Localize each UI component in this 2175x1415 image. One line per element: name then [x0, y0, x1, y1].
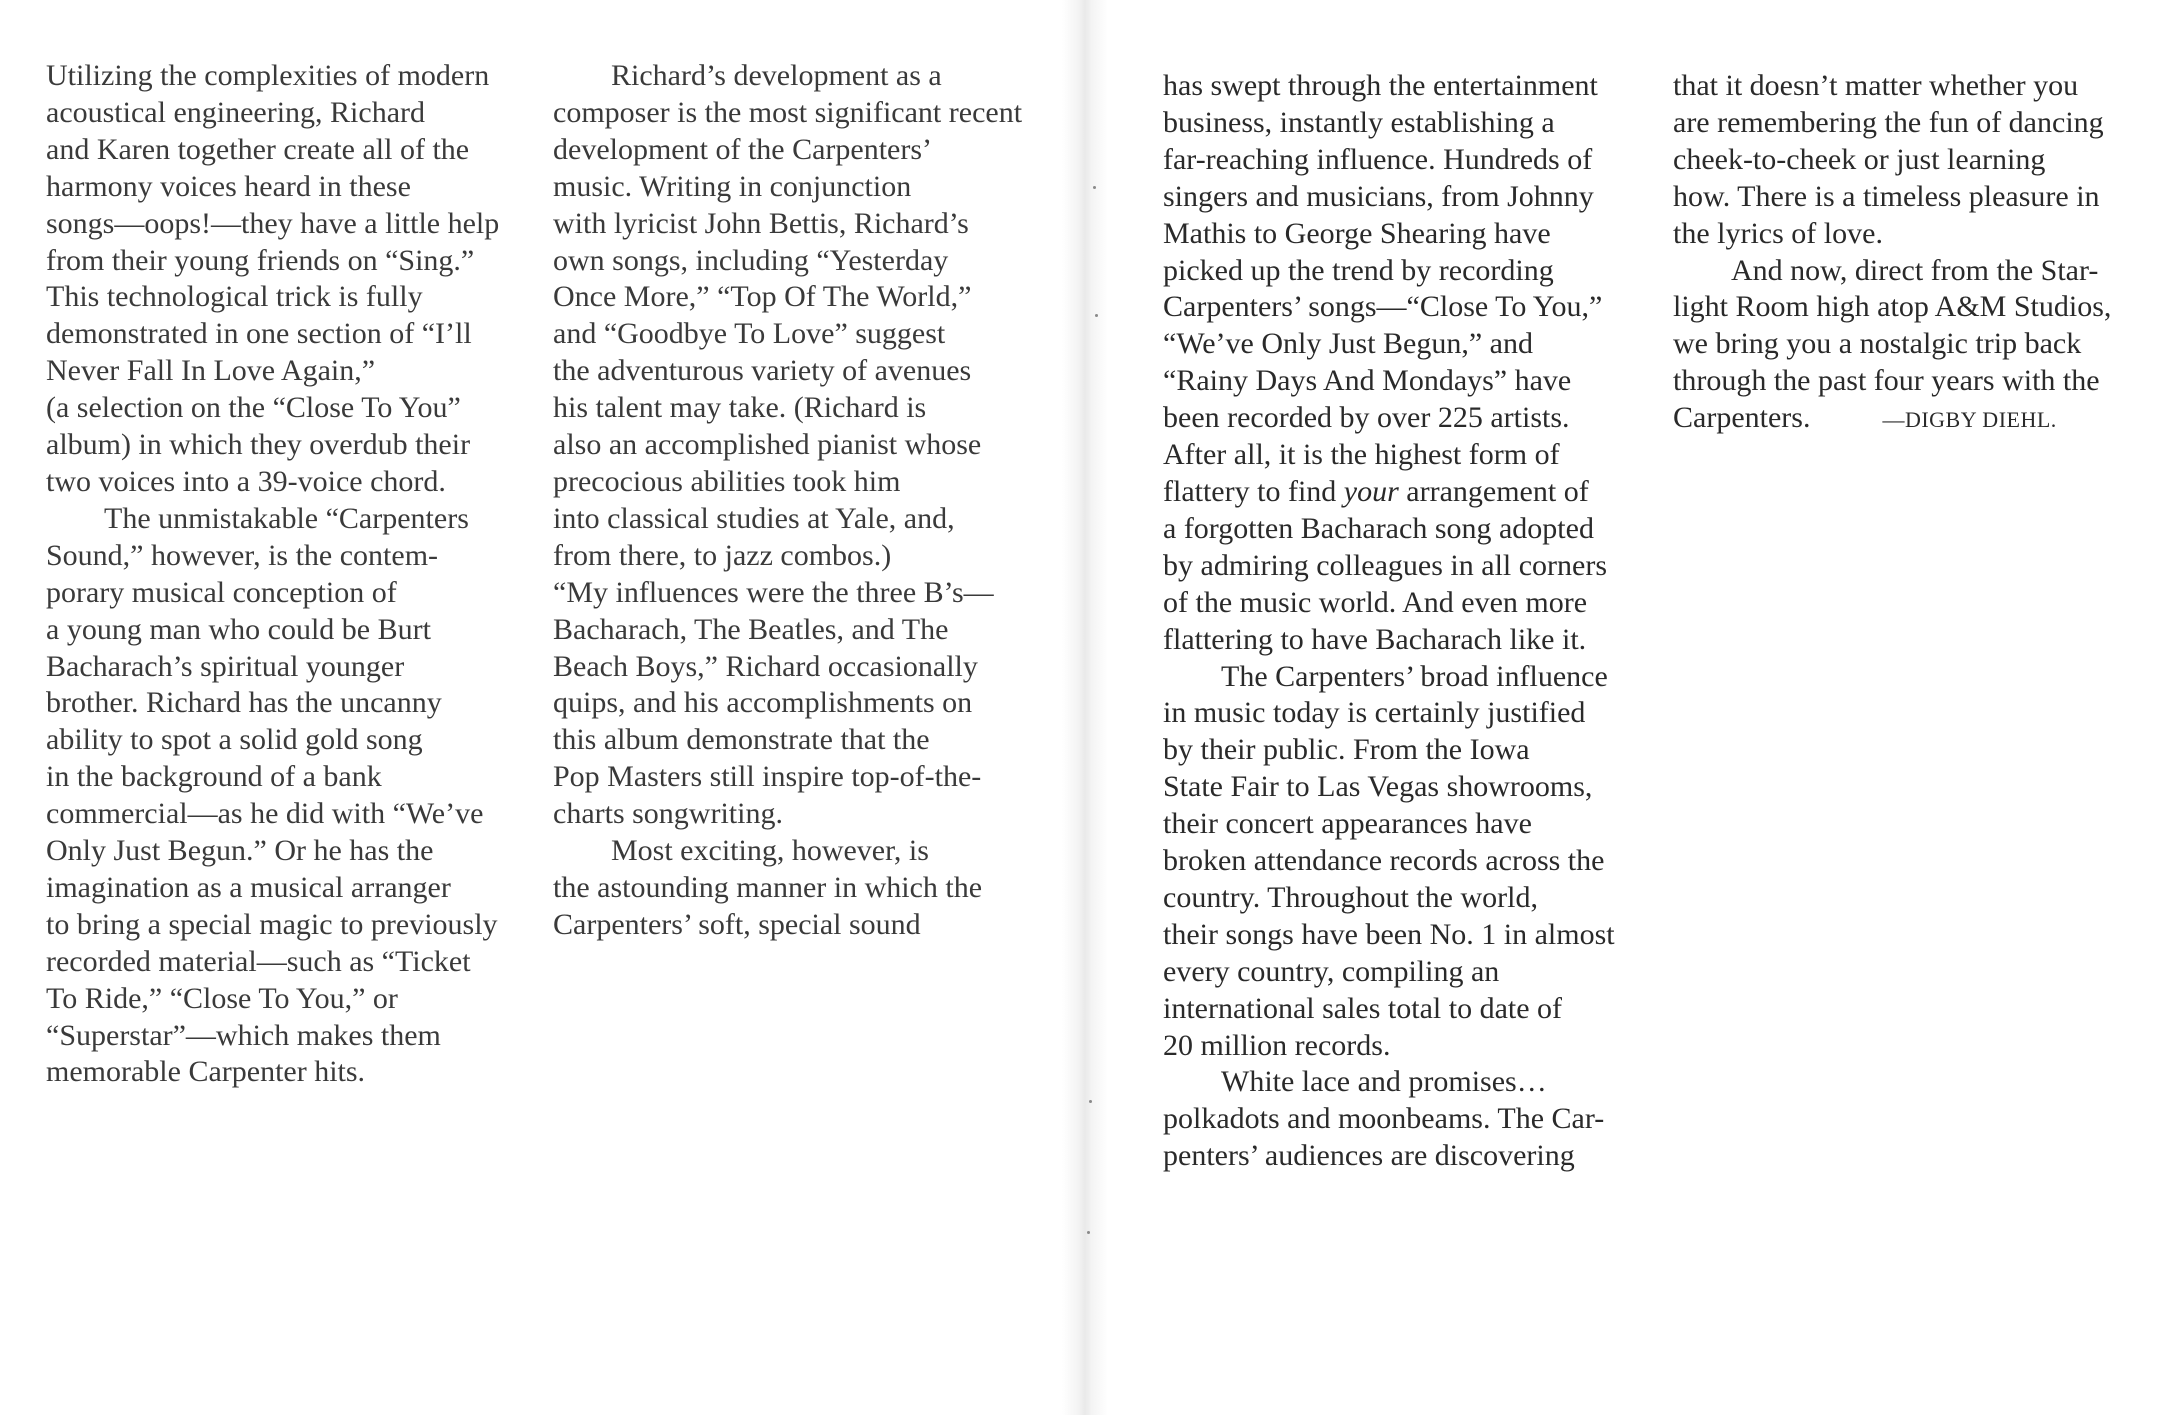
text-line-part: flattery to find	[1163, 474, 1344, 508]
text-line: The Carpenters’ broad influence	[1221, 659, 1608, 693]
text-line: from there, to jazz combos.)	[553, 538, 892, 572]
text-line: composer is the most significant recent	[553, 95, 1023, 129]
text-line: in the background of a bank	[46, 760, 382, 794]
text-line: polkadots and moonbeams. The Car-	[1163, 1102, 1605, 1136]
text-line: Beach Boys,” Richard occasionally	[553, 649, 978, 683]
text-line: This technological trick is fully	[46, 280, 423, 314]
text-line: also an accomplished pianist whose	[553, 428, 982, 462]
text-line: singers and musicians, from Johnny	[1163, 179, 1594, 213]
text-line: memorable Carpenter hits.	[46, 1055, 366, 1089]
text-line-part: arrangement of	[1398, 474, 1589, 508]
text-line: (a selection on the “Close To You”	[46, 391, 461, 425]
text-line: “Rainy Days And Mondays” have	[1163, 364, 1572, 398]
text-line: Most exciting, however, is	[611, 834, 929, 868]
text-line: imagination as a musical arranger	[46, 870, 451, 904]
text-line: every country, compiling an	[1163, 954, 1500, 988]
text-line: their songs have been No. 1 in almost	[1163, 917, 1615, 951]
text-line: the adventurous variety of avenues	[553, 354, 972, 388]
text-line: broken attendance records across the	[1163, 844, 1605, 878]
text-line: Bacharach’s spiritual younger	[46, 649, 405, 683]
text-line: porary musical conception of	[46, 575, 397, 609]
text-line: we bring you a nostalgic trip back	[1673, 327, 2082, 361]
text-line: in music today is certainly justified	[1163, 696, 1586, 730]
text-line: the astounding manner in which the	[553, 870, 983, 904]
left-page-column-1	[46, 58, 536, 1091]
text-line: The unmistakable “Carpenters	[104, 501, 469, 535]
text-line: 20 million records.	[1163, 1028, 1391, 1062]
text-line: a young man who could be Burt	[46, 612, 431, 646]
author-byline: —DIGBY DIEHL.	[1882, 407, 2057, 432]
text-line: State Fair to Las Vegas showrooms,	[1163, 770, 1593, 804]
text-line: far-reaching influence. Hundreds of	[1163, 142, 1593, 176]
text-line: that it doesn’t matter whether you	[1673, 69, 2079, 102]
paper-speck	[1095, 314, 1098, 317]
text-line: picked up the trend by recording	[1163, 253, 1554, 287]
text-line: And now, direct from the Star-	[1731, 253, 2099, 287]
text-line: are remembering the fun of dancing	[1673, 105, 2104, 139]
text-line: own songs, including “Yesterday	[553, 243, 949, 277]
text-line: quips, and his accomplishments on	[553, 686, 973, 720]
text-line: After all, it is the highest form of	[1163, 438, 1560, 472]
text-line: by their public. From the Iowa	[1163, 733, 1530, 767]
text-line: Sound,” however, is the contem-	[46, 538, 439, 572]
text-line: Only Just Begun.” Or he has the	[46, 834, 434, 868]
text-line: flattering to have Bacharach like it.	[1163, 622, 1587, 656]
text-line: the lyrics of love.	[1673, 216, 1883, 250]
text-line: To Ride,” “Close To You,” or	[46, 981, 398, 1015]
paper-speck	[1087, 1231, 1090, 1234]
text-line: and “Goodbye To Love” suggest	[553, 317, 946, 351]
text-line: international sales total to date of	[1163, 991, 1563, 1025]
text-line: precocious abilities took him	[553, 464, 901, 498]
paper-speck	[1093, 186, 1096, 189]
text-line: brother. Richard has the uncanny	[46, 686, 442, 720]
closing-line	[1673, 400, 2168, 439]
text-line: this album demonstrate that the	[553, 723, 930, 757]
text-line: with lyricist John Bettis, Richard’s	[553, 206, 969, 240]
right-page-column-1	[1163, 68, 1658, 1175]
closing-word: Carpenters.	[1673, 401, 1811, 434]
text-line: music. Writing in conjunction	[553, 169, 912, 203]
right-page-column-2	[1673, 68, 2168, 400]
text-line: “Superstar”—which makes them	[46, 1018, 441, 1052]
text-line: from their young friends on “Sing.”	[46, 243, 475, 277]
text-line: Once More,” “Top Of The World,”	[553, 280, 972, 314]
text-line: penters’ audiences are discovering	[1163, 1139, 1575, 1173]
text-line: Never Fall In Love Again,”	[46, 354, 376, 388]
text-line: Mathis to George Shearing have	[1163, 216, 1551, 250]
text-line: through the past four years with the	[1673, 364, 2100, 398]
text-line: demonstrated in one section of “I’ll	[46, 317, 472, 351]
left-page-column-2	[553, 58, 1045, 944]
text-line: been recorded by over 225 artists.	[1163, 401, 1570, 435]
text-line: ability to spot a solid gold song	[46, 723, 423, 757]
text-line: Carpenters’ soft, special sound	[553, 907, 921, 941]
text-line: Utilizing the complexities of modern	[46, 59, 490, 92]
text-line: Bacharach, The Beatles, and The	[553, 612, 949, 646]
closing-line-block	[1673, 400, 2168, 439]
text-line: Carpenters’ songs—“Close To You,”	[1163, 290, 1603, 324]
text-line: album) in which they overdub their	[46, 428, 471, 462]
paper-speck	[1089, 1100, 1092, 1103]
text-line: how. There is a timeless pleasure in	[1673, 179, 2100, 213]
text-line: development of the Carpenters’	[553, 132, 933, 166]
text-line: by admiring colleagues in all corners	[1163, 548, 1608, 582]
text-line: “We’ve Only Just Begun,” and	[1163, 327, 1533, 361]
left-page	[0, 0, 1085, 1415]
text-line: acoustical engineering, Richard	[46, 95, 426, 129]
text-line	[1163, 474, 1658, 511]
text-line: recorded material—such as “Ticket	[46, 944, 471, 978]
text-line: harmony voices heard in these	[46, 169, 411, 203]
text-line: country. Throughout the world,	[1163, 880, 1538, 914]
text-line: and Karen together create all of the	[46, 132, 470, 166]
text-line: his talent may take. (Richard is	[553, 391, 927, 425]
text-line: of the music world. And even more	[1163, 585, 1588, 619]
text-line: business, instantly establishing a	[1163, 105, 1555, 139]
text-line: light Room high atop A&M Studios,	[1673, 290, 2112, 324]
text-line: to bring a special magic to previously	[46, 907, 498, 941]
text-line: songs—oops!—they have a little help	[46, 206, 500, 240]
text-line: Richard’s development as a	[611, 59, 942, 92]
emphasized-word: your	[1343, 474, 1399, 508]
text-line: “My influences were the three B’s—	[553, 575, 994, 609]
text-line: two voices into a 39-voice chord.	[46, 464, 446, 498]
text-line: charts songwriting.	[553, 797, 783, 831]
text-line: has swept through the entertainment	[1163, 69, 1598, 102]
text-line: into classical studies at Yale, and,	[553, 501, 955, 535]
text-line: cheek-to-cheek or just learning	[1673, 142, 2046, 176]
text-line: White lace and promises…	[1221, 1065, 1547, 1099]
text-line: Pop Masters still inspire top-of-the-	[553, 760, 982, 794]
text-line: their concert appearances have	[1163, 807, 1532, 841]
text-line: a forgotten Bacharach song adopted	[1163, 511, 1594, 545]
text-line: commercial—as he did with “We’ve	[46, 797, 484, 831]
